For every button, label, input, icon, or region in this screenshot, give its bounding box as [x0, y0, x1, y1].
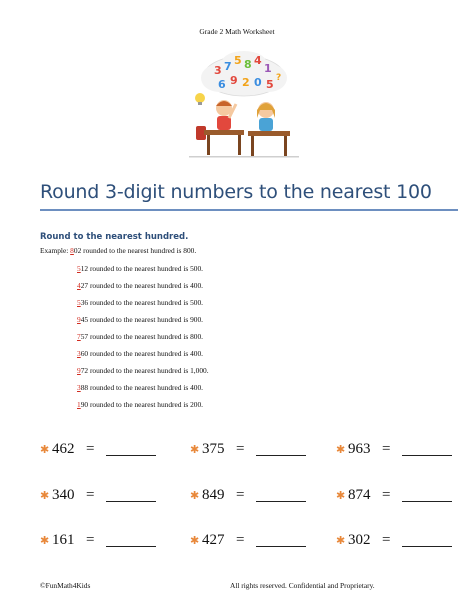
list-item [77, 315, 209, 332]
problem-number: 427 [202, 532, 225, 548]
list-item-text: 36 rounded to the nearest hundred is 500. [80, 298, 204, 307]
problem-item [40, 441, 156, 458]
worksheet-title: Round 3-digit numbers to the nearest 100 [40, 181, 432, 203]
equals-sign: = [382, 441, 391, 457]
star-icon: ✱ [40, 443, 50, 456]
hundreds-digit: 4 [77, 281, 81, 290]
problem-number: 874 [348, 487, 371, 503]
problem-item [40, 532, 156, 549]
problem-number: 375 [202, 441, 225, 457]
svg-text:?: ? [276, 73, 282, 83]
list-item [77, 400, 209, 417]
example-line [40, 246, 196, 255]
problem-number: 161 [52, 532, 75, 548]
list-item [77, 298, 209, 315]
hundreds-digit: 7 [77, 332, 81, 341]
answer-blank[interactable] [256, 444, 306, 456]
problem-item [190, 532, 306, 549]
svg-text:7: 7 [224, 60, 232, 73]
answer-blank[interactable] [106, 490, 156, 502]
rounding-examples-list [77, 264, 209, 417]
hundreds-digit: 9 [77, 366, 81, 375]
problem-number: 340 [52, 487, 75, 503]
hundreds-digit: 3 [77, 383, 81, 392]
list-item [77, 349, 209, 366]
list-item-text: 57 rounded to the nearest hundred is 800. [80, 332, 204, 341]
kids-math-illustration [184, 48, 304, 160]
girl-figure [257, 102, 275, 131]
list-item-text: 88 rounded to the nearest hundred is 400. [80, 383, 204, 392]
answer-blank[interactable] [106, 444, 156, 456]
svg-text:1: 1 [264, 62, 272, 75]
equals-sign: = [236, 441, 245, 457]
problem-item [40, 487, 156, 504]
svg-text:2: 2 [242, 76, 250, 89]
equals-sign: = [236, 532, 245, 548]
list-item [77, 366, 209, 383]
hundreds-digit: 5 [77, 298, 81, 307]
star-icon: ✱ [190, 489, 200, 502]
star-icon: ✱ [40, 489, 50, 502]
problem-number: 963 [348, 441, 371, 457]
answer-blank[interactable] [402, 535, 452, 547]
answer-blank[interactable] [402, 490, 452, 502]
example-rest: 02 rounded to the nearest hundred is 800. [73, 246, 197, 255]
list-item-text: 12 rounded to the nearest hundred is 500. [80, 264, 204, 273]
svg-text:6: 6 [218, 78, 226, 91]
hundreds-digit: 1 [77, 400, 81, 409]
answer-blank[interactable] [402, 444, 452, 456]
equals-sign: = [382, 487, 391, 503]
equals-sign: = [86, 441, 95, 457]
list-item [77, 383, 209, 400]
problem-item [190, 487, 306, 504]
worksheet-header: Grade 2 Math Worksheet [199, 27, 275, 36]
list-item-text: 27 rounded to the nearest hundred is 400. [80, 281, 204, 290]
example-hundreds-digit: 8 [70, 246, 74, 255]
instruction-text: Round to the nearest hundred. [40, 232, 189, 242]
problem-number: 849 [202, 487, 225, 503]
svg-text:5: 5 [234, 54, 242, 67]
star-icon: ✱ [336, 443, 346, 456]
title-divider [40, 209, 458, 211]
svg-text:8: 8 [244, 58, 252, 71]
star-icon: ✱ [190, 443, 200, 456]
hundreds-digit: 3 [77, 349, 81, 358]
answer-blank[interactable] [256, 490, 306, 502]
list-item [77, 281, 209, 298]
list-item-text: 45 rounded to the nearest hundred is 900. [80, 315, 204, 324]
list-item [77, 264, 209, 281]
desks [189, 130, 299, 158]
example-lead: Example: [40, 246, 71, 255]
star-icon: ✱ [40, 534, 50, 547]
equals-sign: = [86, 532, 95, 548]
svg-text:4: 4 [254, 54, 262, 67]
equals-sign: = [236, 487, 245, 503]
equals-sign: = [86, 487, 95, 503]
problem-number: 302 [348, 532, 371, 548]
svg-text:0: 0 [254, 76, 262, 89]
boy-figure [216, 100, 236, 130]
answer-blank[interactable] [106, 535, 156, 547]
footer-rights: All rights reserved. Confidential and Proprietary. [230, 581, 375, 590]
star-icon: ✱ [190, 534, 200, 547]
star-icon: ✱ [336, 489, 346, 502]
svg-text:5: 5 [266, 78, 274, 91]
equals-sign: = [382, 532, 391, 548]
lightbulb-icon [195, 93, 205, 105]
practice-problems [40, 441, 460, 551]
hundreds-digit: 5 [77, 264, 81, 273]
svg-text:9: 9 [230, 74, 238, 87]
thought-cloud [201, 51, 287, 96]
list-item-text: 90 rounded to the nearest hundred is 200. [80, 400, 204, 409]
problem-item [336, 532, 452, 549]
problem-item [190, 441, 306, 458]
list-item-text: 60 rounded to the nearest hundred is 400. [80, 349, 204, 358]
problem-number: 462 [52, 441, 75, 457]
answer-blank[interactable] [256, 535, 306, 547]
hundreds-digit: 9 [77, 315, 81, 324]
problem-item [336, 487, 452, 504]
star-icon: ✱ [336, 534, 346, 547]
svg-text:3: 3 [214, 64, 222, 77]
problem-item [336, 441, 452, 458]
footer-copyright: ©FunMath4Kids [40, 581, 91, 590]
list-item [77, 332, 209, 349]
list-item-text: 72 rounded to the nearest hundred is 1,000. [80, 366, 209, 375]
